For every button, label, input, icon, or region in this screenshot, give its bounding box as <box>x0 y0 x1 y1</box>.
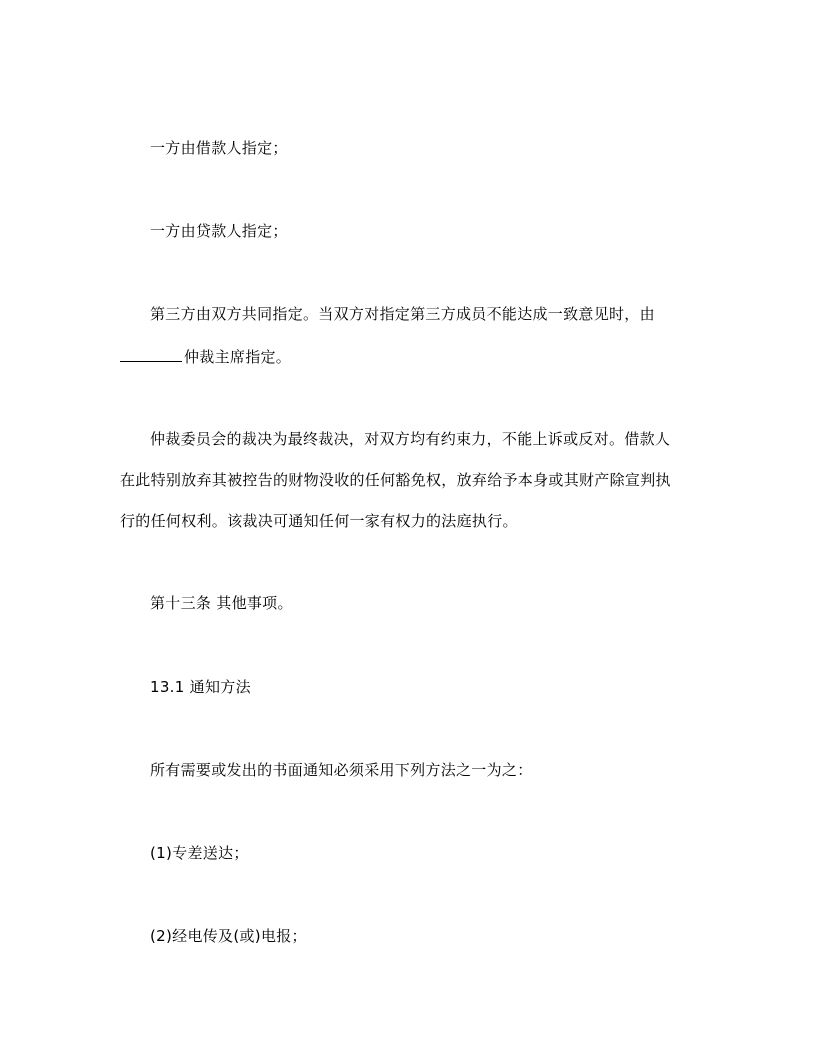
paragraph-third-party-appoint: 第三方由双方共同指定。当双方对指定第三方成员不能达成一致意见时，由 <box>150 305 655 323</box>
paragraph-notice-methods: 所有需要或发出的书面通知必须采用下列方法之一为之： <box>150 761 533 779</box>
section-13-1-heading: 13.1 通知方法 <box>150 678 251 696</box>
article-13-heading: 第十三条 其他事项。 <box>150 594 293 612</box>
list-item-telex: (2)经电传及(或)电报； <box>150 927 307 945</box>
blank-line <box>120 347 182 362</box>
paragraph-final-ruling-2: 在此特别放弃其被控告的财物没收的任何豁免权，放弃给予本身或其财产除宣判执 <box>120 471 671 489</box>
paragraph-borrower-appoint: 一方由借款人指定； <box>150 139 288 157</box>
paragraph-lender-appoint: 一方由贷款人指定； <box>150 222 288 240</box>
list-item-courier: (1)专差送达； <box>150 844 249 862</box>
arbitration-chair-text: 仲裁主席指定。 <box>184 348 292 366</box>
paragraph-final-ruling-1: 仲裁委员会的裁决为最终裁决，对双方均有约束力，不能上诉或反对。借款人 <box>150 430 671 448</box>
paragraph-final-ruling-3: 行的任何权利。该裁决可通知任何一家有权力的法庭执行。 <box>120 512 518 530</box>
paragraph-arbitration-chair <box>120 347 700 367</box>
